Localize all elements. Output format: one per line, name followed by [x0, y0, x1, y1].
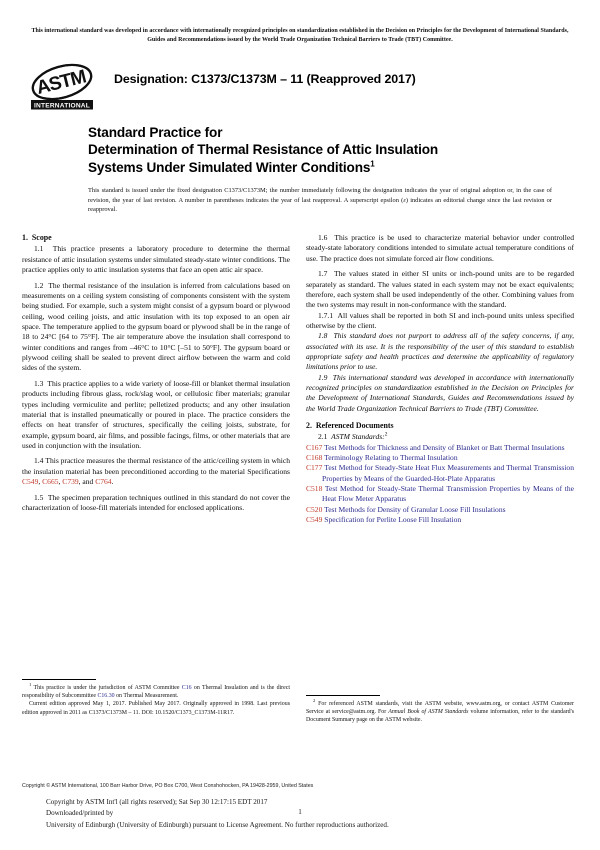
paragraph-1-4: [22, 456, 290, 487]
left-column: [22, 233, 290, 513]
astm-standards-label: ASTM Standards:: [331, 432, 385, 442]
footnote-rule-left: [22, 679, 96, 680]
issued-note-b: ) indicates an editorial change since the last revision or reapproval.: [88, 196, 552, 214]
sep-3: , and: [78, 477, 96, 487]
footer-license-line-1: Copyright by ASTM Int'l (all rights reserved); Sat Sep 30 12:17:15 EDT 2017: [46, 798, 268, 806]
link-subcommittee-c16-30[interactable]: C16.30: [97, 693, 115, 700]
paragraph-1-2: [22, 281, 290, 374]
epsilon-symbol: ε: [403, 196, 406, 204]
paragraph-1-6-text: This practice is be used to characterize material behavior under controlled steady-state laboratory conditions intended to simulate actual temperature conditions of use. The practice does not simulate forced air flow conditions.: [306, 233, 575, 263]
scope-heading: [22, 233, 290, 243]
designation-text: Designation: C1373/C1373M – 11 (Reapproved 2017): [114, 72, 416, 86]
astm-standards-subheading: [306, 432, 574, 442]
footer-license-line-2: Downloaded/printed by: [46, 809, 114, 818]
paragraph-1-8-text: This standard does not purport to address all of the safety concerns, if any, associated with its use. It is the responsibility of the user of this standard to establish appropriate safety and health practices and determine the applicability of regulatory limitations prior to use.: [306, 331, 574, 372]
reference-code-c167[interactable]: C167: [306, 442, 323, 452]
title-line-3: [88, 159, 558, 176]
astm-logo-icon: [28, 58, 96, 114]
reference-item-c167[interactable]: [306, 443, 574, 453]
references-heading-number: 2.: [306, 421, 312, 431]
footnote-right: [306, 700, 574, 725]
title-line-1: Standard Practice for: [88, 125, 223, 140]
reference-item-c177[interactable]: [306, 463, 574, 484]
title-line-2: Determination of Thermal Resistance of Attic Insulation: [88, 142, 439, 158]
footnote-1-text-a: This practice is under the jurisdiction of ASTM Committee: [33, 685, 182, 691]
paragraph-1-5: [22, 493, 290, 514]
footnote-2-text-a: For referenced ASTM standards, visit the ASTM website, www.astm.org, or contact ASTM Customer Service at service@astm.org. For: [306, 701, 574, 716]
footnote-1-text-c: on Thermal Measurement.: [114, 693, 179, 700]
reference-code-c168[interactable]: C168: [306, 453, 323, 463]
astm-standards-number: 2.1: [318, 432, 328, 442]
issued-note-a: This standard is issued under the fixed designation C1373/C1373M; the number immediately following the designation indicates the year of original adoption or, in the case of revision, the year of last revision. A number in parentheses indicates the year of last reapproval. A superscript epsilon (: [88, 187, 552, 204]
reference-title-c167[interactable]: Test Methods for Thickness and Density of Blanket or Batt Thermal Insulations: [324, 442, 565, 452]
reference-code-c520[interactable]: C520: [306, 504, 323, 514]
svg-text:ASTM: ASTM: [34, 66, 88, 99]
paragraph-1-7-number: 1.7: [318, 269, 328, 279]
reference-list: [306, 443, 574, 526]
footnote-2: [306, 700, 574, 725]
reference-title-c177[interactable]: Test Method for Steady-State Heat Flux Measurements and Thermal Transmission Properties by Means of the Guarded-Hot-Plate Apparatus: [322, 463, 574, 483]
paragraph-1-8-number: 1.8: [318, 331, 328, 341]
scope-heading-text: Scope: [31, 233, 52, 242]
issued-under-note: [88, 186, 552, 215]
paragraph-1-3-number: 1.3: [34, 378, 44, 388]
footnote-2-italic: Annual Book of ASTM Standards: [388, 709, 469, 716]
link-c764-spec[interactable]: C764: [95, 477, 112, 487]
paragraph-1-1: [22, 244, 290, 275]
footnote-2-marker: 2: [313, 698, 316, 704]
footnote-rule-right: [306, 695, 380, 696]
paragraph-1-4-text-a: This practice measures the thermal resistance of the attic/ceiling system in which the insulation material has been preconditioned according to the material Specifications: [22, 456, 291, 476]
paragraph-1-7-text: The values stated in either SI units or inch-pound units are to be regarded separately as standard. The values stated in each system may not be exact equivalents; therefore, each system shall be used independently of the other. Combining values from the two systems may result in non-conformance with the standard.: [306, 269, 574, 310]
paragraph-1-1-number: 1.1: [34, 244, 44, 254]
paragraph-1-3: [22, 379, 290, 451]
paragraph-1-9: [306, 373, 574, 414]
sep-2: ,: [58, 477, 63, 487]
designation-row: [28, 58, 568, 116]
paragraph-1-3-text: This practice applies to a wide variety of loose-fill or blanket thermal insulation products including fibrous glass, rock/slag wool, or cellulosic fiber materials; granular types including vermiculite and perlite; pelletized products; and any other insulation material that is installed pneumatically or poured in place. The practice considers the effects on heat transfer of structures, specifically the ceiling joists, substrate, for example, gypsum board, air films, and possible facings, films, or other materials that are used in conjunction with the insulation.: [22, 378, 290, 450]
reference-item-c518[interactable]: [306, 484, 574, 505]
svg-text:INTERNATIONAL: INTERNATIONAL: [34, 102, 90, 110]
reference-title-c549[interactable]: Specification for Perlite Loose Fill Insulation: [324, 515, 462, 525]
reference-title-c168[interactable]: Terminology Relating to Thermal Insulation: [324, 453, 458, 463]
sep-1: ,: [38, 477, 43, 487]
document-title: [88, 124, 558, 176]
scope-heading-number: 1.: [22, 233, 28, 242]
reference-item-c520[interactable]: [306, 505, 574, 515]
paragraph-1-9-text: This international standard was developed in accordance with internationally recognized principles on standardization established in the Decision on Principles for the Development of International Standards, Guides and Recommendations issued by the World Trade Organization Technical Barriers to Trade (TBT) Committee.: [306, 372, 574, 413]
paragraph-1-2-number: 1.2: [34, 280, 44, 290]
reference-item-c168[interactable]: [306, 453, 574, 463]
paragraph-1-1-text: This practice presents a laboratory procedure to determine the thermal resistance of attic insulation systems under simulated steady-state winter conditions. The practice applies only to attic insulation systems that face an open attic air space.: [22, 244, 290, 275]
reference-title-c520[interactable]: Test Methods for Density of Granular Loose Fill Insulations: [324, 504, 506, 514]
footnote-1: [22, 684, 290, 700]
paragraph-1-4-text-b: .: [111, 477, 114, 487]
reference-item-c549[interactable]: [306, 515, 574, 525]
footnote-1-edition: Current edition approved May 1, 2017. Published May 2017. Originally approved in 1998. Last previous edition approved in 2011 as C1373/C1373M – 11. DOI: 10.1520/C1373_C1373M-11R17.: [22, 701, 290, 716]
link-c665-spec[interactable]: C665: [42, 477, 59, 487]
footer-license-line-3: University of Edinburgh (University of Edinburgh) pursuant to License Agreement. No further reproductions authorized.: [46, 820, 389, 829]
link-c549-spec[interactable]: C549: [22, 477, 39, 487]
paragraph-1-6: [306, 233, 574, 264]
reference-code-c177[interactable]: C177: [306, 463, 323, 473]
paragraph-1-7-1: [306, 311, 574, 332]
paragraph-1-8: [306, 331, 574, 372]
title-line-3-text: Systems Under Simulated Winter Conditions: [88, 159, 371, 175]
paragraph-1-5-number: 1.5: [34, 492, 44, 502]
paragraph-1-5-text: The specimen preparation techniques outlined in this standard do not cover the characterization of loose-fill materials intended for enclosed applications.: [22, 492, 290, 512]
referenced-documents-heading: [306, 421, 574, 431]
footer-copyright: Copyright © ASTM International, 100 Barr Harbor Drive, PO Box C700, West Conshohocken, PA 19428-2959, United States: [22, 783, 314, 789]
footnote-1-text-b: on Thermal Insulation and is the direct responsibility of Subcommittee: [22, 685, 290, 700]
paragraph-1-7: [306, 269, 574, 310]
footnote-1-marker: 1: [29, 682, 32, 688]
paragraph-1-2-text: The thermal resistance of the insulation is inferred from calculations based on measurements on a ceiling system consisting of components consistent with the system being studied. For example, such a system might consist of a gypsum board or plywood ceiling, wood ceiling joists, and attic insulation with its top exposed to an open air space. The temperature applied to the gypsum board or plywood shall be in the range of 18 to 24°C [64 to 75°F]. The air temperature above the insulation shall correspond to winter conditions and ranges from –46°C to 10°C [–51 to 50°F]. The gypsum board or plywood ceiling shall be sealed to prevent direct airflow between the warm and cold sides of the system.: [22, 280, 290, 373]
paragraph-1-9-number: 1.9: [318, 372, 328, 382]
reference-title-c518[interactable]: Test Method for Steady-State Thermal Transmission Properties by Means of the Heat Flow Meter Apparatus: [322, 484, 574, 504]
link-committee-c16[interactable]: C16: [181, 685, 192, 691]
right-column: [306, 233, 574, 525]
footnote-2-text-b: volume information, refer to the standard's Document Summary page on the ASTM website.: [306, 709, 574, 724]
paragraph-1-7-1-text: All values shall be reported in both SI and inch-pound units unless specified otherwise by the client.: [306, 310, 574, 330]
paragraph-1-6-number: 1.6: [318, 233, 328, 242]
paragraph-1-7-1-number: 1.7.1: [318, 310, 334, 320]
reference-code-c518[interactable]: C518: [306, 484, 323, 494]
astm-standards-footnote-marker: 2: [384, 431, 388, 438]
link-c739-spec[interactable]: C739: [62, 477, 79, 487]
footnote-left: [22, 684, 290, 717]
title-footnote-marker: 1: [370, 159, 375, 169]
paragraph-1-4-number: 1.4: [34, 456, 44, 466]
tbt-banner: This international standard was developed in accordance with internationally recognized principles on standardization established in the Decision on Principles for the Development of International Standards, Guides and Recommendations issued by the World Trade Organization Technical Barriers to Trade (TBT) Committee.: [31, 28, 569, 44]
references-heading-text: Referenced Documents: [315, 421, 394, 431]
reference-code-c549[interactable]: C549: [306, 515, 323, 525]
page-number: 1: [298, 808, 302, 816]
